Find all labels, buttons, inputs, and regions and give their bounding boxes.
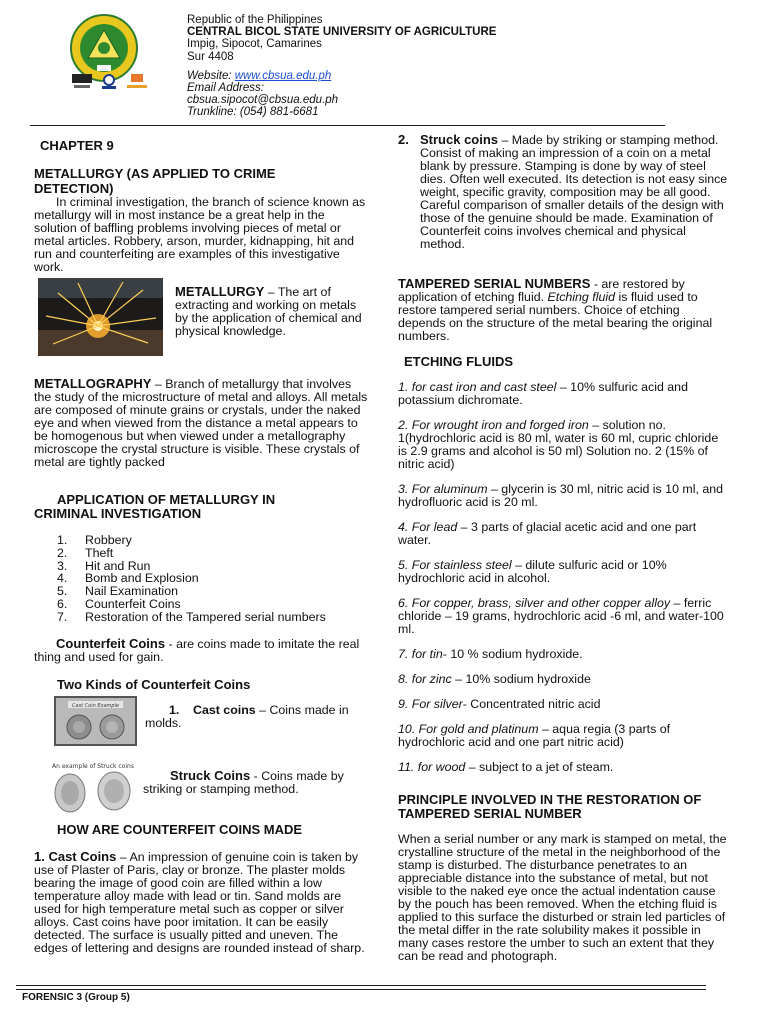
counterfeit-term: Counterfeit Coins	[56, 636, 166, 651]
metallurgy-term: METALLURGY	[175, 284, 265, 299]
list-item-text: Bomb and Explosion	[85, 571, 199, 586]
etching-fluid-solution: - 10 % sodium hydroxide.	[442, 647, 583, 661]
etching-fluid-material: 11. for wood	[398, 760, 466, 774]
header-address-1: Impig, Sipocot, Camarines	[187, 38, 322, 51]
welding-sparks-photo	[38, 278, 163, 356]
etching-fluids-heading: ETCHING FLUIDS	[404, 354, 514, 369]
cast-coin-photo	[54, 696, 137, 746]
iso-logo	[72, 74, 92, 90]
etching-fluid-material: 7. for tin	[398, 647, 443, 661]
etching-fluid-material: 5. For stainless steel	[398, 558, 512, 572]
list-item-text: Theft	[85, 545, 114, 560]
list-item-number: 3.	[57, 558, 68, 573]
etching-fluid-material: 6. For copper, brass, silver and other copper alloy	[398, 596, 671, 610]
list-item-text: Hit and Run	[85, 558, 151, 573]
etching-fluid-solution: – 10% sulfuric acid and potassium dichromate.	[398, 380, 688, 407]
etching-fluid-solution: – glycerin is 30 ml, nitric acid is 10 ml, and hydrofluoric acid is 20 ml.	[398, 482, 724, 509]
tampered-serial-paragraph: TAMPERED SERIAL NUMBERS - are restored by application of etching fluid. Etching fluid is fluid used to restore tampered serial numbers. Choice of etching depends on the structure of the metal bearing the original numbers.	[398, 276, 713, 343]
metallurgy-definition: METALLURGY – The art of extracting and working on metals by the application of chemical and physical knowledge.	[175, 284, 362, 338]
counterfeit-definition: Counterfeit Coins - are coins made to imitate the real thing and used for gain.	[34, 636, 360, 664]
etching-fluid-material: 3. For aluminum	[398, 482, 488, 496]
etching-fluids-list	[398, 381, 730, 774]
website-line: Website: www.cbsua.edu.ph	[187, 69, 332, 82]
chapter-title: CHAPTER 9	[40, 138, 114, 153]
principle-paragraph: When a serial number or any mark is stamped on metal, the crystalline structure of the metal in the neighborhood of the stamp is disturbed. The disturbance penetrates to an appreciable distance into the substance of metal, but not visible to the naked eye once the actual indentation cause by the pouch has been removed. When the etching fluid is applied to this surface the disturbed or strain led particles of the metal differ in the rate solubility makes it possible in many cases restore the umber to such an extent that they can be read and photograph.	[398, 832, 727, 963]
etching-fluid-material: 2. For wrought iron and forged iron	[398, 418, 589, 432]
struck-coins-paragraph: 2. Struck coins – Made by striking or stamping method. Consist of making an impression of a coin on a metal blank by pressure. Stamping is done by way of steel dies. Often well executed. Its detection is not easy since weight, specific gravity, composition may be all good. Careful comparison of smaller details of the design with those of the genuine should be made. Examination of Counterfeit coins involves chemical and physical method.	[398, 132, 728, 251]
metallography-definition: METALLOGRAPHY – Branch of metallurgy that involves the study of the microstructure of metal and alloys. All metals are composed of minute grains or crystals, under the naked eye and when viewed from the distance a metal appears to be homogenous but when viewed under a metallography microscope the crystal structure is visible. These crystals of metal are tightly packed	[34, 376, 368, 469]
two-kinds-heading: Two Kinds of Counterfeit Coins	[57, 677, 251, 692]
email-address: cbsua.sipocot@cbsua.edu.ph	[187, 94, 339, 107]
etching-fluid-material: 10. For gold and platinum	[398, 722, 539, 736]
etching-fluid-material: 1. for cast iron and cast steel	[398, 380, 557, 394]
application-list	[57, 534, 377, 624]
etching-fluid-item	[398, 597, 730, 636]
intro-paragraph: In criminal investigation, the branch of science known as metallurgy will in most instance be a great help in the solution of baffling problems involving pieces of metal or metal articles. Robbery, arson, murder, kidnapping, hit and run and counterfeiting are examples of this investigative work.	[34, 195, 366, 274]
list-item-text: Nail Examination	[85, 584, 178, 599]
header-text	[187, 14, 496, 119]
header-line-1: Republic of the Philippines	[187, 14, 323, 26]
etching-fluid-item	[398, 673, 730, 686]
etching-fluid-item	[398, 698, 730, 711]
cast-coins-term: Cast coins	[193, 703, 256, 717]
list-item-text: Counterfeit Coins	[85, 596, 181, 611]
cast-coins-paragraph: 1. Cast Coins – An impression of genuine coin is taken by use of Plaster of Paris, clay or bronze. The plaster molds bearing the image of good coin are filled within a low temperature alloy made with lead or tin. Sand molds are used for high temperature metal such as copper or silver alloys. Cast coins have poor imitation. It can be easily detected. The surface is usually pitted and uneven. The edges of lettering and designs are rounded instead of sharp.	[34, 849, 365, 955]
how-made-heading: HOW ARE COUNTERFEIT COINS MADE	[57, 822, 303, 837]
etching-fluid-item	[398, 559, 730, 585]
level-logo	[100, 74, 118, 90]
list-item	[57, 547, 377, 560]
etching-fluid-solution: – solution no. 1(hydrochloric acid is 80 ml, water is 60 ml, cupric chloride is 2.9 grams and alcohol is 50 ml) Solution no. 2 (15% of nitric acid)	[398, 418, 719, 471]
etching-fluid-solution: – dilute sulfuric acid or 10% hydrochloric acid in alcohol.	[398, 558, 667, 585]
trunkline: Trunkline: (054) 881-6681	[187, 106, 319, 119]
struck-coins-term-right: Struck coins	[420, 132, 499, 147]
list-item-text: Robbery	[85, 533, 132, 547]
struck-coin-photo	[50, 762, 136, 814]
cs-logo	[127, 74, 147, 90]
etching-fluid-item	[398, 483, 730, 509]
university-seal	[70, 14, 138, 82]
email-label: Email Address:	[187, 82, 264, 95]
list-item	[57, 611, 377, 624]
etching-fluid-solution: – aqua regia (3 parts of hydrochloric acid and one part nitric acid)	[398, 722, 671, 749]
university-name: CENTRAL BICOL STATE UNIVERSITY OF AGRICULTURE	[187, 26, 497, 39]
etching-fluid-solution: – 10% sodium hydroxide	[451, 672, 591, 686]
etching-fluid-item	[398, 419, 730, 471]
etching-fluid-item	[398, 381, 730, 407]
metallurgy-heading: METALLURGY (AS APPLIED TO CRIME DETECTION)	[34, 166, 276, 196]
list-item	[57, 534, 377, 547]
header-address-2: Sur 4408	[187, 50, 234, 63]
metallography-term: METALLOGRAPHY	[34, 376, 152, 391]
list-item-number: 1.	[57, 533, 68, 547]
application-heading: APPLICATION OF METALLURGY IN CRIMINAL INVESTIGATION	[34, 492, 276, 521]
footer-divider-top	[16, 985, 706, 986]
footer-label: FORENSIC 3 (Group 5)	[22, 992, 130, 1003]
etching-fluid-item	[398, 648, 730, 661]
struck-coin-caption: An example of Struck coins	[52, 763, 134, 770]
header-divider	[30, 125, 665, 126]
list-item-number: 5.	[57, 584, 68, 599]
list-item-text: Restoration of the Tampered serial numbers	[85, 609, 326, 624]
struck-coins-item: Struck Coins - Coins made by striking or stamping method.	[143, 768, 344, 796]
cast-coin-caption: Cast Coin Example	[71, 703, 120, 709]
tampered-serial-term: TAMPERED SERIAL NUMBERS	[398, 276, 591, 291]
footer-divider-bottom	[16, 989, 706, 990]
etching-fluid-item	[398, 521, 730, 547]
list-item-number: 7.	[57, 609, 68, 624]
cast-coins-item: 1. Cast coins – Coins made in molds.	[145, 703, 349, 730]
etching-fluid-material: 9. For silver	[398, 697, 463, 711]
etching-fluid-solution: – ferric chloride – 19 grams, hydrochloric acid -6 ml, and water-100 ml.	[398, 596, 724, 636]
etching-fluid-material: 4. For lead	[398, 520, 458, 534]
list-item-number: 6.	[57, 596, 68, 611]
etching-fluid-solution: – 3 parts of glacial acetic acid and one part water.	[398, 520, 697, 547]
cast-coins-subheading: 1. Cast Coins	[34, 849, 117, 864]
list-item-number: 2.	[57, 545, 68, 560]
struck-coins-term: Struck Coins	[170, 768, 251, 783]
list-item	[57, 598, 377, 611]
website-link[interactable]: www.cbsua.edu.ph	[234, 69, 332, 82]
list-item-number: 4.	[57, 571, 68, 586]
etching-fluid-solution: - Concentrated nitric acid	[462, 697, 601, 711]
principle-heading: PRINCIPLE INVOLVED IN THE RESTORATION OF TAMPERED SERIAL NUMBER	[398, 792, 702, 821]
etching-fluid-material: 8. for zinc	[398, 672, 452, 686]
etching-fluid-solution: – subject to a jet of steam.	[465, 760, 614, 774]
etching-fluid-item	[398, 723, 730, 749]
etching-fluid-item	[398, 761, 730, 774]
